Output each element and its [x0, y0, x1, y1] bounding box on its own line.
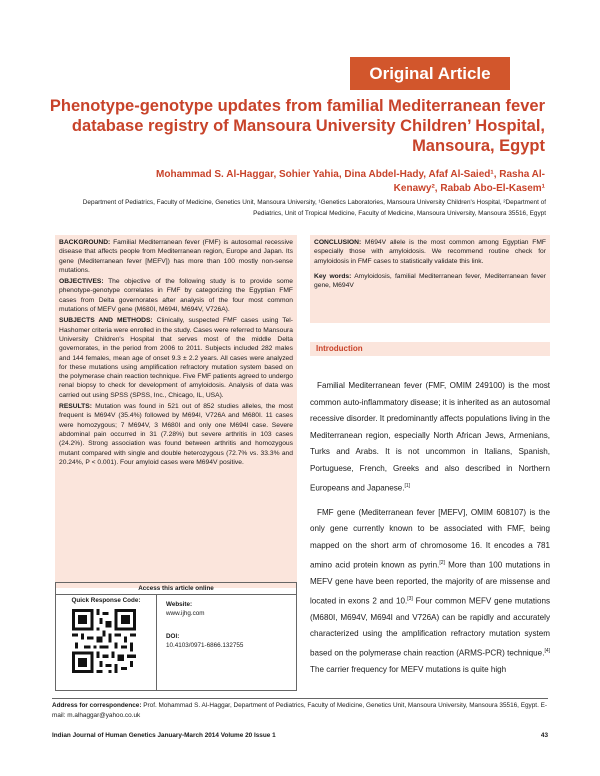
journal-info: Indian Journal of Human Genetics January-March 2014 Volume 20 Issue 1: [52, 732, 276, 739]
article-title: Phenotype-genotype updates from familial Mediterranean fever database registry of Mansoura University Children’ Hospital, Mansoura, Egypt: [49, 97, 545, 155]
affiliations: Department of Pediatrics, Faculty of Medicine, Genetics Unit, Mansoura University, ¹Genetics Laboratories, Mansoura University Children's Hospital, ²Department of Pediatrics, Unit of Tropical Medicine, Faculty of Medicine, Mansoura University, Mansoura 35516, Egypt: [82, 199, 546, 217]
intro-paragraph-2: FMF gene (Mediterranean fever [MEFV], OMIM 608107) is the only gene currently known to be associated with FMF, being mapped on the short arm of chromosome 16. It encodes a 781 amino acid protein known as pyrin.[2] More than 100 mutations in MEFV gene have been reported, the majority of are missense and located in exons 2 and 10.[3] Four common MEFV gene mutations (M680I, M694V, M694I and V726A) can be rapidly and accurately characterized using the amplification refractory mutation system based on the polymerase chain reaction (ARMS-PCR) technique.[4] The carrier frequency for MEFV mutations is quite high: [310, 507, 550, 675]
citation-link[interactable]: [1]: [404, 482, 411, 489]
article-type-banner: Original Article: [350, 57, 510, 90]
abstract-results: RESULTS: Mutation was found in 521 out of 852 studies alleles, the most frequent is M694V (35.4%) followed by M694I, V726A and M680I. 11 cases were homozygous; 7 M694V, 3 M680I and only one M694I case. Severe abdominal pain occurred in 31 (7.28%) but severe arthritis in 103 cases (24.2%). Strong association was found between arthritis and homozygous mutant compared with single and double heterozygous (72.7% vs. 33.3% and 20.24%, P < 0.001). Four amyloid cases were M694V positive.: [59, 403, 294, 466]
author-list: Mohammad S. Al-Haggar, Sohier Yahia, Dina Abdel-Hady, Afaf Al-Saied¹, Rasha Al-Kenawy², Rabab Abo-El-Kasem¹: [156, 169, 545, 194]
abstract-objectives: OBJECTIVES: The objective of the following study is to provide some phenotype-genotype correlates in FMF by categorizing the Egyptian FMF cases from Delta governorates after analysis of the four most common mutations of MEFV gene (M680I, M694I, M694V, V726A).: [59, 278, 293, 314]
page-number: 43: [540, 732, 548, 739]
access-heading: Access this article online: [56, 583, 296, 595]
website-label: Website:: [166, 601, 193, 608]
website-link[interactable]: www.ijhg.com: [166, 610, 205, 617]
correspondence-address: Address for correspondence: Prof. Mohammad S. Al-Haggar, Department of Pediatrics, Faculty of Medicine, Genetics Unit, Mansoura University, Mansoura 35516, Egypt. E-mail: m.alhaggar@yahoo.co.uk: [52, 698, 548, 721]
abstract-methods: SUBJECTS AND METHODS: Clinically, suspected FMF cases using Tel-Hashomer criteria were enrolled in the study. Cases were referred to Mansoura University Children's Hospital that serves most of the middle Delta governorates, in the period from 2006 to 2011. Subjects included 282 males and 144 females, mean age of onset 9.3 ± 2.2 years. All cases were analyzed for these mutations using amplification refractory mutation system based on the polymerase chain reaction technique. Five FMF patients agreed to undergo renal biopsy to check for development of amyloidosis. Analysis of data was carried out using SPSS (SPSS, Inc., Chicago, IL, USA).: [59, 317, 294, 399]
introduction-body: [310, 378, 550, 687]
doi-link[interactable]: 10.4103/0971-6866.132755: [166, 642, 244, 649]
abstract-left: [55, 235, 297, 588]
abstract-right: [310, 235, 550, 323]
doi-label: DOI:: [166, 633, 180, 640]
keywords: Key words: Amyloidosis, familial Mediterranean fever, Mediterranean fever gene, M694V: [314, 272, 546, 290]
citation-link[interactable]: [4]: [544, 647, 550, 654]
abstract-conclusion: CONCLUSION: M694V allele is the most common among Egyptian FMF especially those with amyloidosis. We recommend routine check for amyloidosis in FMF cases to statistically validate this link.: [314, 239, 546, 265]
section-heading-introduction: Introduction: [310, 342, 550, 356]
abstract-background: BACKGROUND: Familial Mediterranean fever (FMF) is autosomal recessive disease that affects people from Mediterranean region, Europe and Japan. Its gene (Mediterranean fever [MEFV]) has more than 100 mostly non-sense mutations.: [59, 239, 293, 274]
citation-link[interactable]: [3]: [407, 595, 413, 602]
citation-link[interactable]: [2]: [439, 559, 445, 566]
qr-label: Quick Response Code:: [71, 597, 141, 604]
intro-paragraph-1: Familial Mediterranean fever (FMF, OMIM 249100) is the most common auto-inflammatory disease; it is inherited as an autosomal recessive disorder. It predominantly affects populations living in the Mediterranean region, especially North African Jews, Armenians, Turks and Arabs. It is not uncommon in Italians, Spanish, Portuguese, French, Greeks and also described in Northern Europeans and Japanese.[1]: [310, 381, 550, 493]
access-online-box: [55, 582, 297, 691]
page-footer: [52, 732, 548, 739]
qr-code-icon[interactable]: [72, 609, 136, 673]
